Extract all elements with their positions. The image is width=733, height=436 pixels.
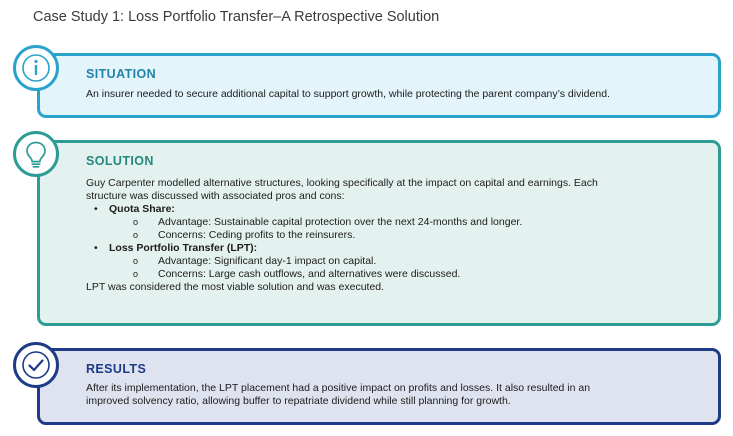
lightbulb-icon [13,131,59,177]
page-title: Case Study 1: Loss Portfolio Transfer–A Retrospective Solution [33,9,440,25]
option-title: Loss Portfolio Transfer (LPT): [109,242,258,254]
option-lpt [86,242,698,255]
checkmark-icon [13,342,59,388]
solution-conclusion: LPT was considered the most viable solution and was executed. [86,281,385,293]
situation-card [37,53,721,118]
situation-text [86,88,698,101]
option-point-text: Concerns: Large cash outflows, and alternatives were discussed. [158,268,461,280]
results-heading: RESULTS [86,362,147,376]
bullet-marker: • [94,242,98,254]
sub-marker: o [133,217,139,227]
bullet-marker: • [94,203,98,215]
option-point-text: Advantage: Sustainable capital protection over the next 24-months and longer. [158,216,523,228]
situation-heading: SITUATION [86,67,157,81]
results-line: After its implementation, the LPT placement had a positive impact on profits and losses. It also resulted in an [86,382,591,394]
sub-marker: o [133,269,139,279]
solution-card [37,140,721,326]
option-point [86,229,698,242]
solution-text [86,177,698,294]
results-text [86,382,698,408]
solution-heading: SOLUTION [86,154,154,168]
results-card [37,348,721,425]
info-icon [13,45,59,91]
results-line: improved solvency ratio, allowing buffer to repatriate dividend while still planning for growth. [86,395,511,407]
sub-marker: o [133,256,139,266]
option-point [86,268,698,281]
solution-intro-line: structure was discussed with associated pros and cons: [86,190,345,202]
option-title: Quota Share: [109,203,175,215]
option-point-text: Advantage: Significant day-1 impact on capital. [158,255,377,267]
option-quota-share [86,203,698,216]
option-point [86,216,698,229]
situation-line: An insurer needed to secure additional capital to support growth, while protecting the parent company’s dividend. [86,88,610,100]
option-point [86,255,698,268]
option-point-text: Concerns: Ceding profits to the reinsurers. [158,229,356,241]
solution-intro-line: Guy Carpenter modelled alternative structures, looking specifically at the impact on capital and earnings. Each [86,177,598,189]
sub-marker: o [133,230,139,240]
